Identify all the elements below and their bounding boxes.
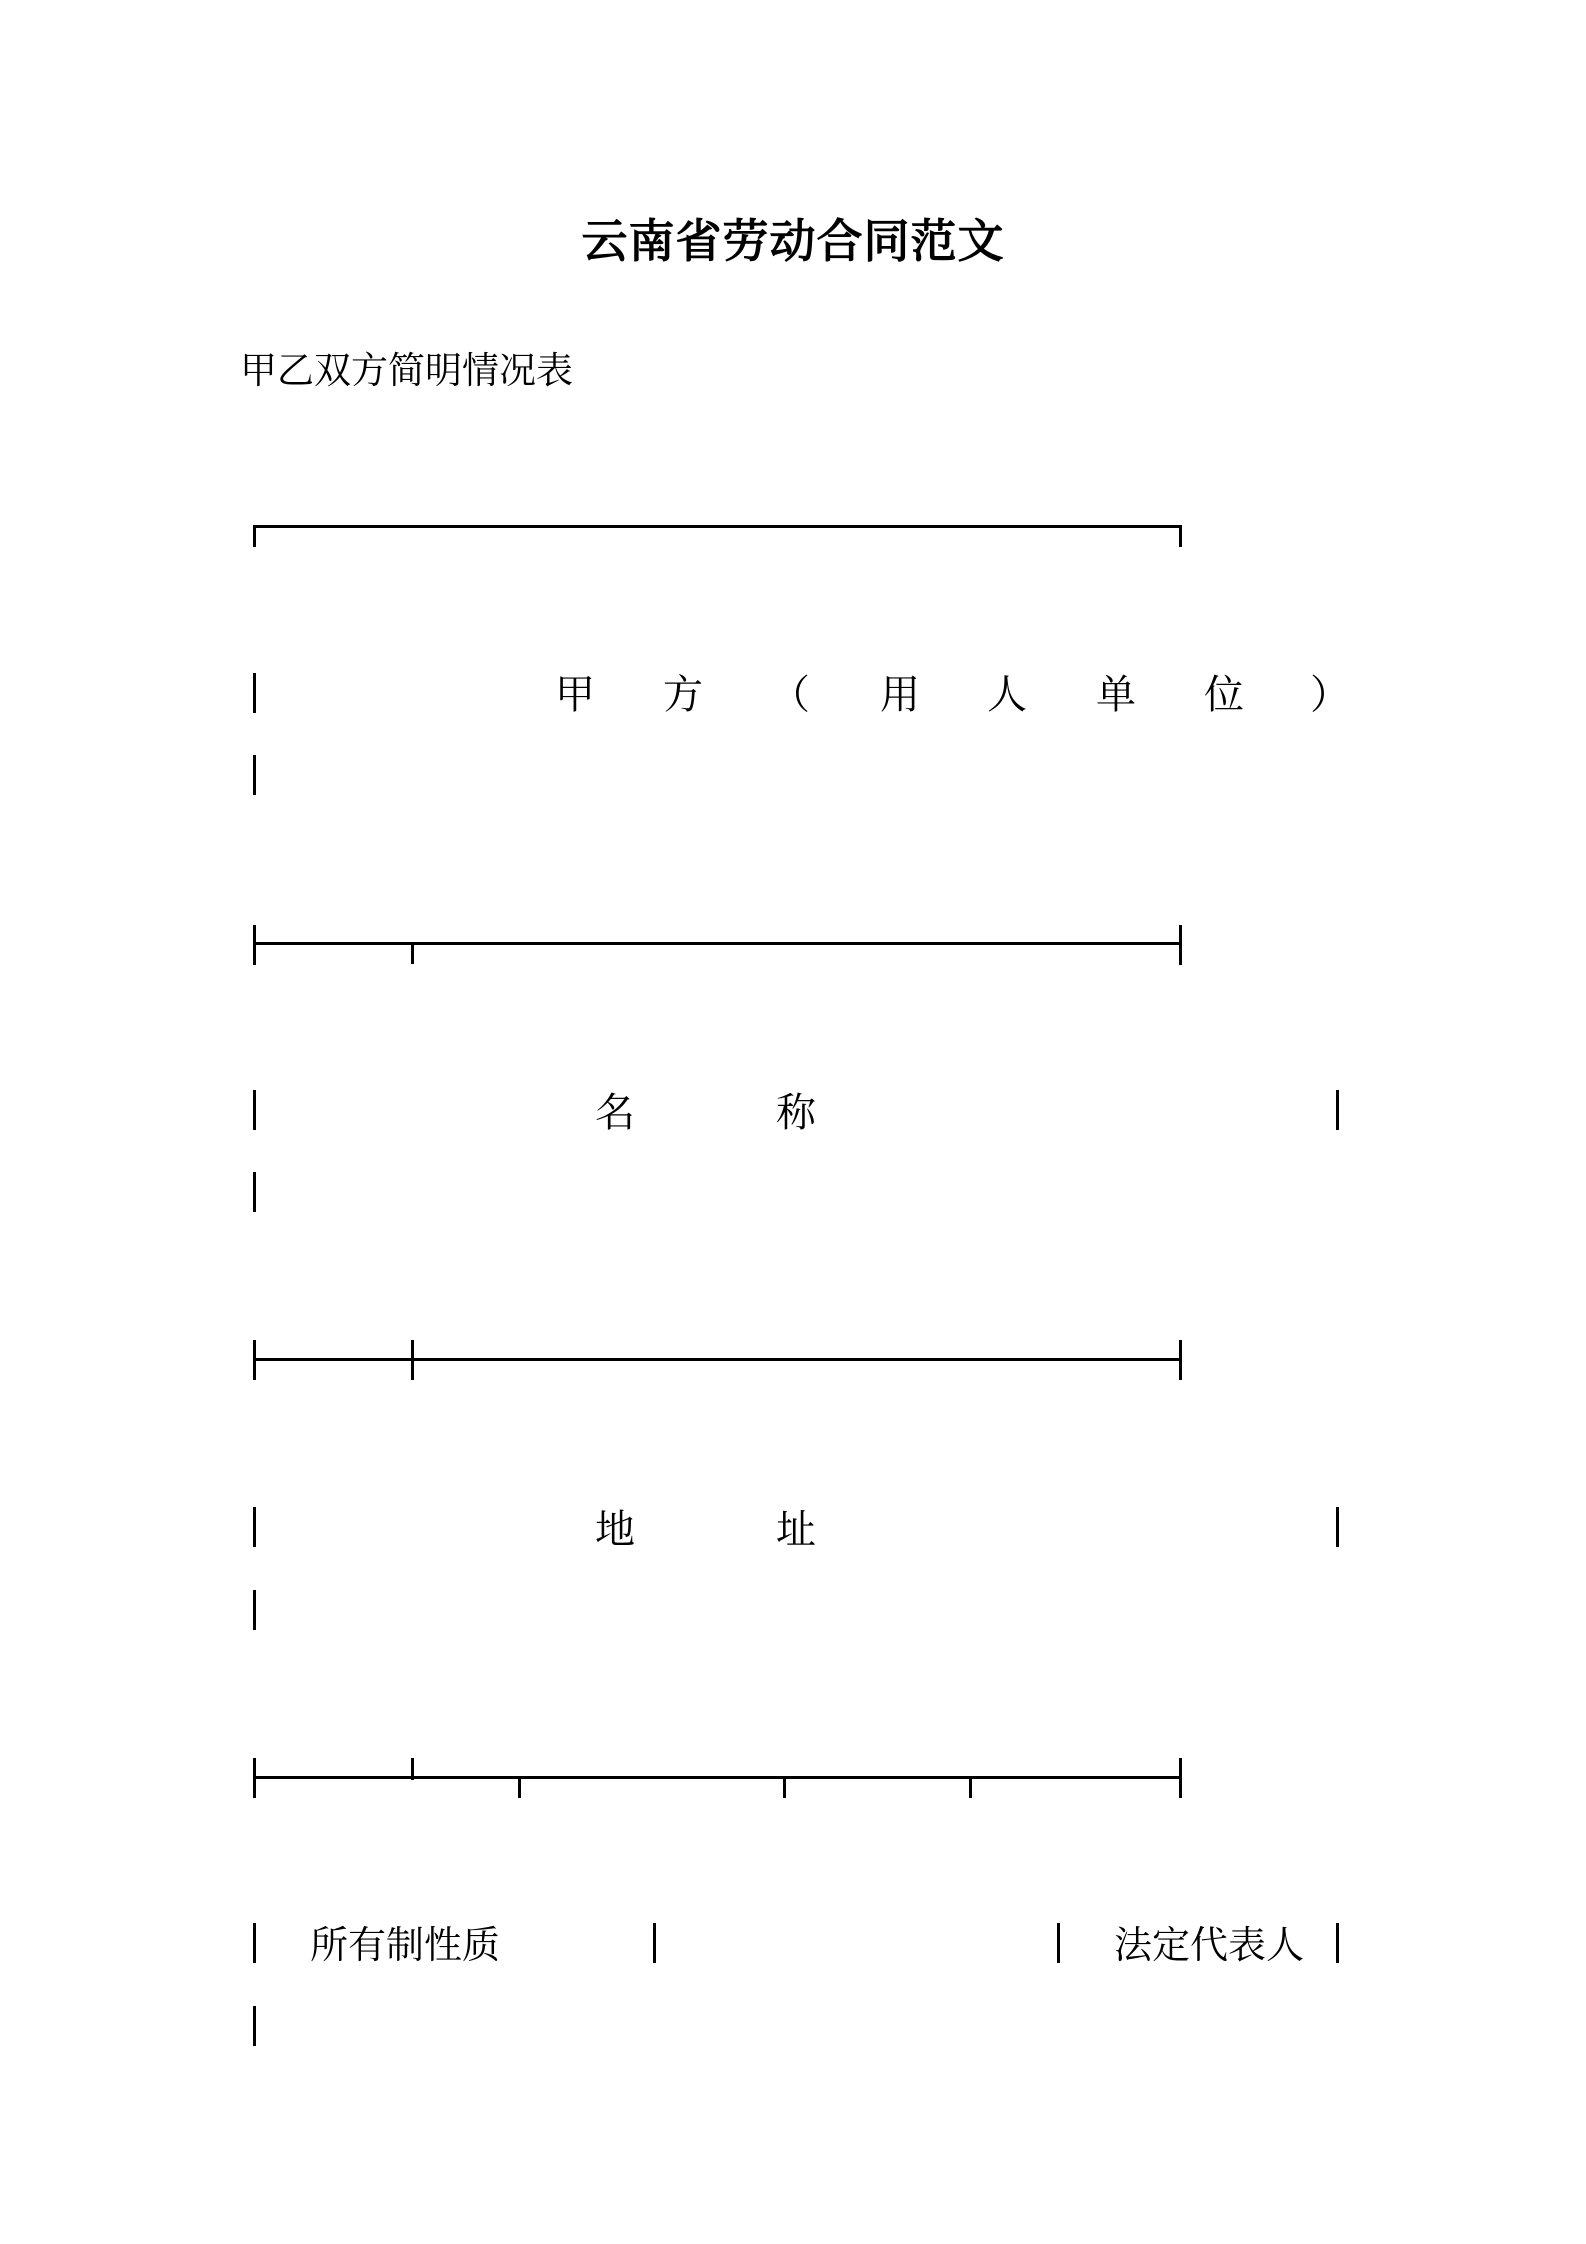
party-a-char: 用 — [880, 672, 920, 718]
party-a-char: 方 — [663, 672, 703, 718]
section-subtitle: 甲乙双方简明情况表 — [240, 349, 573, 392]
address-label-char: 址 — [776, 1507, 816, 1553]
name-label-char: 名 — [595, 1090, 635, 1136]
party-a-char: 甲 — [555, 672, 595, 718]
party-a-char: 人 — [987, 672, 1027, 718]
address-label-char: 地 — [595, 1507, 635, 1553]
party-a-char: ） — [1310, 672, 1350, 718]
ownership-label: 所有制性质 — [310, 1923, 501, 1967]
name-label-char: 称 — [776, 1090, 816, 1136]
party-a-char: 位 — [1204, 672, 1244, 718]
document-title: 云南省劳动合同范文 — [581, 214, 1005, 268]
party-a-char: 单 — [1096, 672, 1136, 718]
legal-rep-label: 法定代表人 — [1114, 1923, 1305, 1967]
party-a-char: （ — [770, 672, 810, 718]
